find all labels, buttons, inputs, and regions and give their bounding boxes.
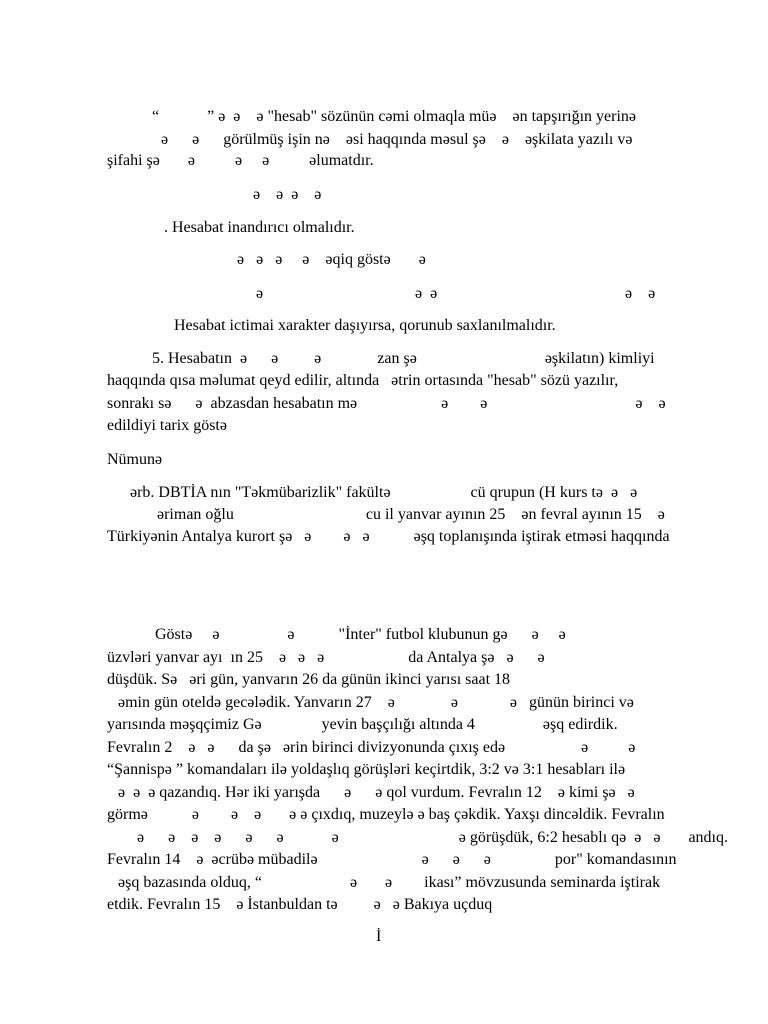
requirement-3-part-2: ə ə [415, 285, 438, 302]
requirements-heading: ə ə ə ə [253, 186, 322, 203]
report-body-line-11: Fevralın 14 ə əcrübə mübadilə ə ə ə por" komandasının [107, 851, 677, 868]
report-body-line-3: düşdük. Sə əri gün, yanvarın 26 da günün ikinci yarısı saat 18 [107, 671, 511, 688]
report-body-line-8: ə ə ə qazandıq. Hər iki yarışda ə ə qol vurdum. Fevralın 12 ə kimi şə ə [118, 784, 635, 801]
example-label: Nümunə [107, 451, 163, 468]
requirement-5-line-3: sonrakı sə ə abzasdan hesabatın mə ə ə ə ə [107, 395, 666, 412]
requirement-5-line-2: haqqında qısa məlumat qeyd edilir, altında ətrin ortasında "hesab" sözü yazılır, [107, 372, 619, 389]
report-body-line-9: görmə ə ə ə ə ə çıxdıq, muzeylə ə baş çəkdik. Yaxşı dincəldik. Fevralın [107, 806, 665, 823]
report-body-line-1: Göstə ə ə "İnter" futbol klubunun gə ə ə [155, 626, 566, 643]
requirement-4: Hesabat ictimai xarakter daşıyırsa, qorunub saxlanılmalıdır. [174, 317, 556, 334]
report-body-line-13: etdik. Fevralın 15 ə İstanbuldan tə ə ə Bakıya uçduq [107, 896, 493, 913]
definition-line-3: şifahi şə ə ə ə əlumatdır. [107, 152, 374, 169]
report-body-line-5: yarısında məşqçimiz Gə yevin başçılığı altında 4 əşq edirdik. [107, 716, 618, 733]
report-body-line-12: əşq bazasında olduq, “ ə ə ikası” mövzusunda seminarda iştirak [118, 874, 661, 891]
report-body-line-7: “Şannispə ” komandaları ilə yoldaşlıq görüşləri keçirtdik, 3:2 və 3:1 hesabları ilə [107, 761, 626, 778]
report-body-line-4: əmin gün oteldə gecələdik. Yanvarın 27 ə ə ə günün birinci və [118, 694, 634, 711]
requirement-3-part-3: ə ə [625, 285, 656, 302]
example-heading-line-2: əriman oğlu cu il yanvar ayının 25 ən fevral ayının 15 ə [157, 506, 665, 523]
report-body-line-10: ə ə ə ə ə ə ə ə görüşdük, 6:2 hesablı qə ə ə andıq. [137, 829, 728, 846]
requirement-1: . Hesabat inandırıcı olmalıdır. [164, 219, 355, 236]
report-body-line-2: üzvləri yanvar ayı ın 25 ə ə ə da Antalya şə ə ə [107, 649, 545, 666]
requirement-5-line-1: 5. Hesabatın ə ə ə zan şə əşkilatın) kimliyi [152, 350, 655, 367]
requirement-3-part-1: ə [256, 285, 264, 302]
report-body-line-6: Fevralın 2 ə ə da şə ərin birinci divizyonunda çıxış edə ə ə [107, 739, 636, 756]
example-heading-line-3: Türkiyənin Antalya kurort şə ə ə ə əşq toplanışında iştirak etməsi haqqında [107, 528, 670, 545]
requirement-2: ə ə ə ə əqiq göstə ə [237, 251, 426, 268]
signature-initial: İ [376, 928, 382, 945]
requirement-5-line-4: edildiyi tarix göstə [107, 417, 227, 434]
example-heading-line-1: ərb. DBTİA nın "Təkmübarizlik" fakültə cü qrupun (H kurs tə ə ə [130, 484, 638, 501]
definition-line-2: ə ə görülmüş işin nə əsi haqqında məsul şə ə əşkilata yazılı və [161, 131, 633, 148]
definition-line-1: “ ” ə ə ə "hesab" sözünün cəmi olmaqla müə ən tapşırığın yerinə [152, 108, 637, 125]
